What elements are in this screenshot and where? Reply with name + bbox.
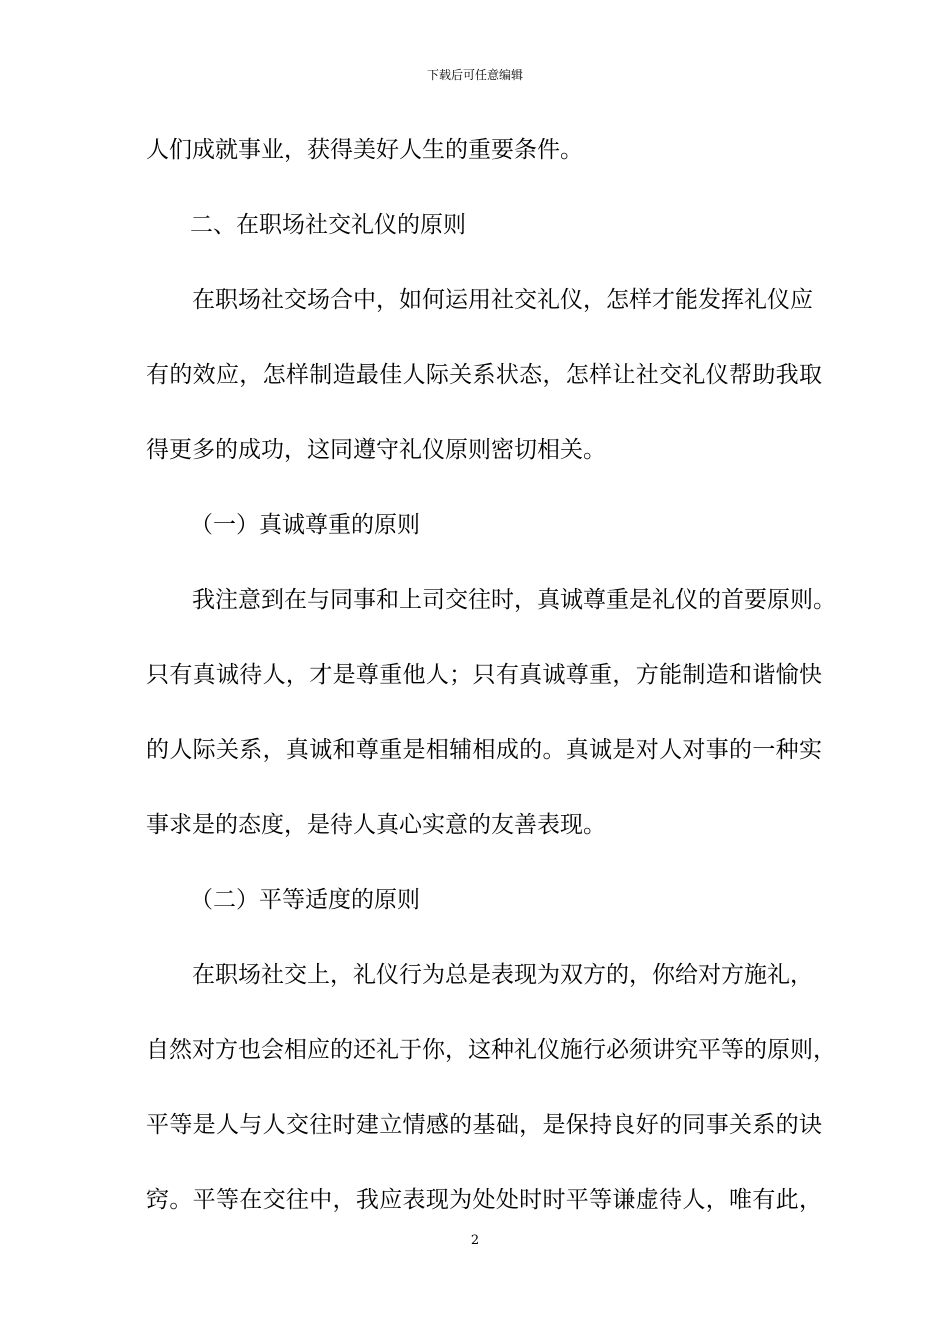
body-line-10: 事求是的态度，是待人真心实意的友善表现。 [146,812,606,838]
page-number: 2 [470,1233,480,1248]
body-line-12: 在职场社交上，礼仪行为总是表现为双方的，你给对方施礼， [192,962,813,988]
page-header: 下载后可任意编辑 [426,68,523,82]
body-line-7: 我注意到在与同事和上司交往时，真诚尊重是礼仪的首要原则。 [192,587,836,613]
body-line-3: 在职场社交场合中，如何运用社交礼仪，怎样才能发挥礼仪应 [192,287,813,313]
body-line-13: 自然对方也会相应的还礼于你，这种礼仪施行必须讲究平等的原则， [146,1037,836,1063]
body-line-8: 只有真诚待人，才是尊重他人；只有真诚尊重，方能制造和谐愉快 [146,662,822,688]
subsection-heading-1: （一）真诚尊重的原则 [190,512,420,538]
subsection-heading-2: （二）平等适度的原则 [190,887,420,913]
section-heading-2: 二、在职场社交礼仪的原则 [190,212,466,238]
body-line-9: 的人际关系，真诚和尊重是相辅相成的。真诚是对人对事的一种实 [146,737,822,763]
body-line-5: 得更多的成功，这同遵守礼仪原则密切相关。 [146,437,606,463]
body-line-15: 窍。平等在交往中，我应表现为处处时时平等谦虚待人，唯有此， [146,1187,822,1213]
body-line-4: 有的效应，怎样制造最佳人际关系状态，怎样让社交礼仪帮助我取 [146,362,822,388]
body-line-1: 人们成就事业，获得美好人生的重要条件。 [146,137,583,163]
body-line-14: 平等是人与人交往时建立情感的基础，是保持良好的同事关系的诀 [146,1112,822,1138]
